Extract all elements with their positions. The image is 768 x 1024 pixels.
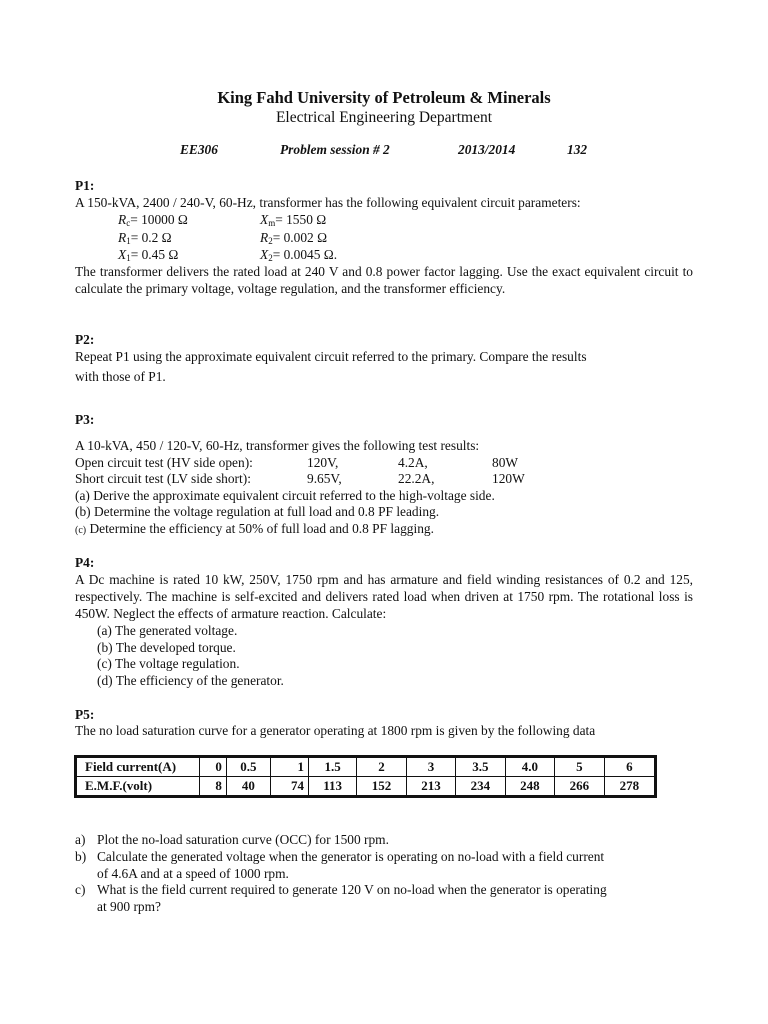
term-code: 132 — [567, 142, 588, 157]
p1-label: P1: — [75, 178, 95, 193]
table-row-emf — [76, 777, 656, 797]
table-header-field-current: Field current(A) — [76, 757, 200, 777]
p3-sc-label: Short circuit test (LV side short): — [75, 471, 251, 486]
p5-item-a-mark: a) — [75, 832, 86, 847]
table-cell: 0.5 — [226, 757, 270, 777]
p4-item-c: (c) The voltage regulation. — [97, 656, 240, 671]
department-title: Electrical Engineering Department — [275, 109, 493, 126]
academic-year: 2013/2014 — [458, 142, 516, 157]
table-cell: 1.5 — [308, 757, 356, 777]
p5-item-a-text: Plot the no-load saturation curve (OCC) for 1500 rpm. — [97, 832, 389, 847]
table-cell: 1 — [270, 757, 308, 777]
table-cell: 278 — [604, 777, 655, 797]
p5-item-c-mark: c) — [75, 882, 86, 897]
p3-item-c: (c) Determine the efficiency at 50% of full load and 0.8 PF lagging. — [75, 521, 434, 536]
table-cell: 4.0 — [505, 757, 554, 777]
university-title: King Fahd University of Petroleum & Minerals — [217, 88, 551, 107]
p3-item-a: (a) Derive the approximate equivalent circuit referred to the high-voltage side. — [75, 488, 495, 503]
table-cell: 2 — [357, 757, 406, 777]
table-cell: 6 — [604, 757, 655, 777]
p5-label: P5: — [75, 707, 95, 722]
p3-label: P3: — [75, 412, 95, 427]
p4-label: P4: — [75, 555, 95, 570]
p3-sc-voltage: 9.65V, — [307, 471, 342, 486]
p4-body: A Dc machine is rated 10 kW, 250V, 1750 rpm and has armature and field winding resistances of 0.2 and 125, respectively. The machine is self-excited and delivers rated load when driven at 1750 rpm. The rotational loss is 450W. Neglect the effects of armature reaction. Calculate: — [75, 572, 693, 621]
p4-item-d: (d) The efficiency of the generator. — [97, 673, 284, 688]
table-cell: 113 — [308, 777, 356, 797]
p1-intro: A 150-kVA, 2400 / 240-V, 60-Hz, transformer has the following equivalent circuit parameters: — [75, 195, 581, 210]
table-cell: 152 — [357, 777, 406, 797]
p4-item-a: (a) The generated voltage. — [97, 623, 238, 638]
p1-param-x2: $X_2= 0.0045$ Ω. — [260, 247, 338, 263]
table-row-field-current — [76, 757, 656, 777]
table-cell: 5 — [555, 757, 604, 777]
p5-intro: The no load saturation curve for a generator operating at 1800 rpm is given by the following data — [75, 723, 596, 738]
table-cell: 74 — [270, 777, 308, 797]
p5-item-c-text-2: at 900 rpm? — [97, 899, 161, 914]
p1-param-x1: $X_1= 0.45$ Ω — [118, 247, 179, 263]
p2-line-2: with those of P1. — [75, 369, 166, 384]
p3-oc-label: Open circuit test (HV side open): — [75, 455, 253, 470]
session-title: Problem session # 2 — [280, 142, 390, 157]
table-cell: 266 — [555, 777, 604, 797]
p5-item-b-text-1: Calculate the generated voltage when the generator is operating on no-load with a field current — [97, 849, 605, 864]
table-cell: 3.5 — [456, 757, 505, 777]
table-header-emf: E.M.F.(volt) — [76, 777, 200, 797]
table-cell: 8 — [200, 777, 227, 797]
table-cell: 40 — [226, 777, 270, 797]
course-code: EE306 — [180, 142, 218, 157]
p3-intro: A 10-kVA, 450 / 120-V, 60-Hz, transformer gives the following test results: — [75, 438, 480, 453]
table-cell: 234 — [456, 777, 505, 797]
p3-sc-power: 120W — [492, 471, 525, 486]
table-cell: 248 — [505, 777, 554, 797]
p2-line-1: Repeat P1 using the approximate equivalent circuit referred to the primary. Compare the results — [75, 349, 587, 364]
table-cell: 0 — [200, 757, 227, 777]
p2-label: P2: — [75, 332, 95, 347]
p1-param-r2: $R_2= 0.002$ Ω — [260, 230, 328, 246]
p4-item-b: (b) The developed torque. — [97, 640, 236, 655]
p3-oc-current: 4.2A, — [398, 455, 428, 470]
p1-body: The transformer delivers the rated load at 240 V and 0.8 power factor lagging. Use the exact equivalent circuit to calculate the primary voltage, voltage regulation, and the transformer efficiency. — [75, 264, 693, 296]
table-cell: 213 — [406, 777, 455, 797]
p3-item-b: (b) Determine the voltage regulation at full load and 0.8 PF leading. — [75, 504, 440, 519]
p5-item-b-mark: b) — [75, 849, 87, 864]
p3-sc-current: 22.2A, — [398, 471, 435, 486]
p1-param-r1: $R_1= 0.2$ Ω — [118, 230, 172, 246]
p5-item-c-text-1: What is the field current required to generate 120 V on no-load when the generator is operating — [97, 882, 607, 897]
p3-oc-voltage: 120V, — [307, 455, 339, 470]
p1-param-xm: $X_m= 1550$ Ω — [260, 212, 327, 228]
p5-item-b-text-2: of 4.6A and at a speed of 1000 rpm. — [97, 866, 289, 881]
p3-oc-power: 80W — [492, 455, 519, 470]
table-cell: 3 — [406, 757, 455, 777]
saturation-table — [74, 755, 657, 798]
p1-param-rc: $R_c= 10000$ Ω — [118, 212, 188, 228]
